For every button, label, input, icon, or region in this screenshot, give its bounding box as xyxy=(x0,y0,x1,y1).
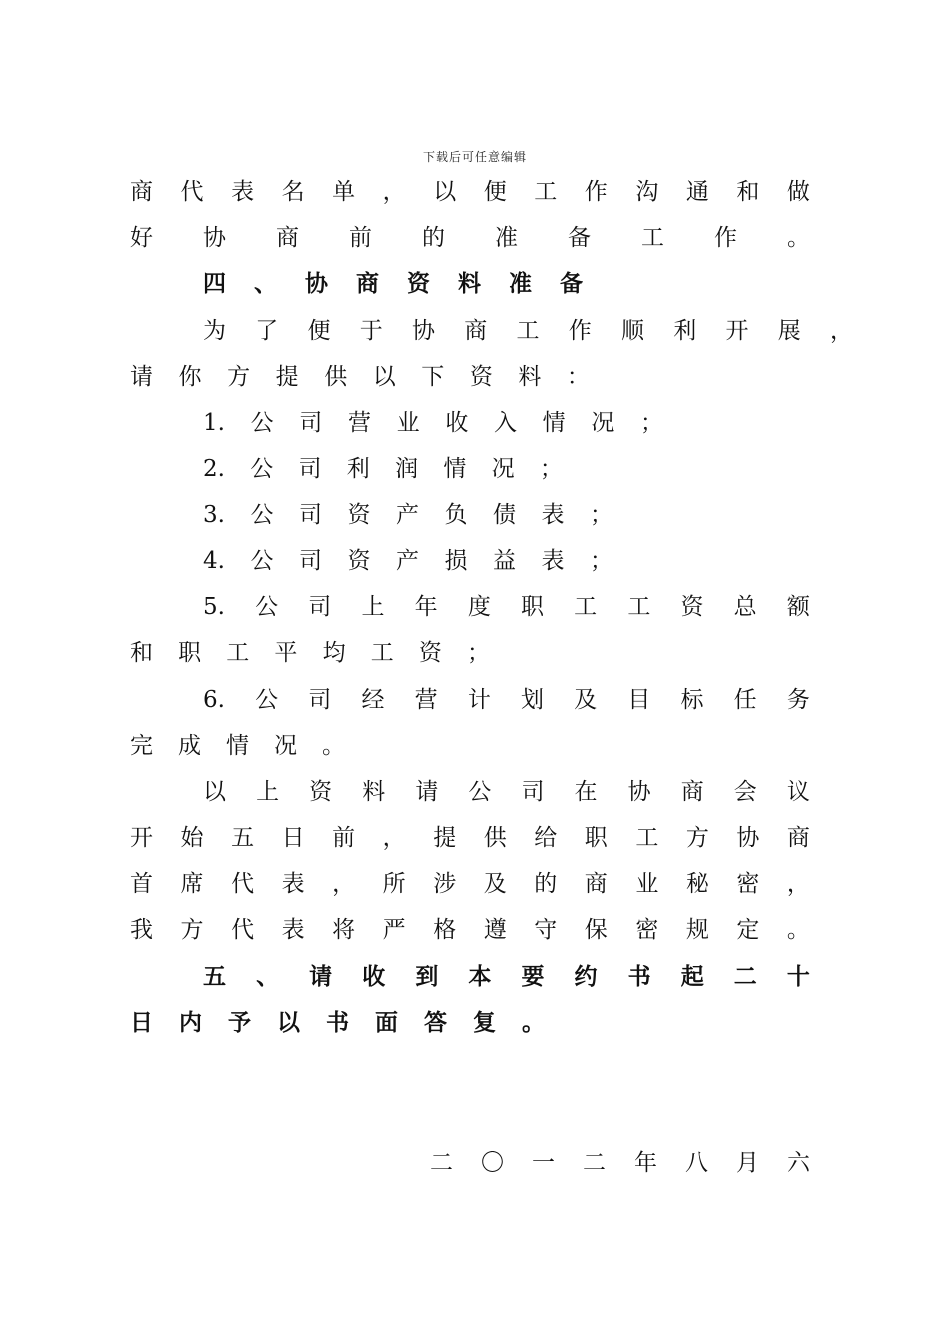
glyph: 密 xyxy=(635,917,659,943)
text-line xyxy=(203,311,853,351)
glyph: 方 xyxy=(227,364,251,390)
glyph: 秘 xyxy=(685,871,709,897)
glyph: 四 xyxy=(203,271,226,297)
glyph: 做 xyxy=(786,179,810,205)
glyph: 工 xyxy=(226,640,250,666)
glyph: 将 xyxy=(332,917,356,943)
glyph: 本 xyxy=(468,964,492,990)
glyph: 六 xyxy=(787,1150,810,1176)
glyph: 资 xyxy=(347,548,371,574)
glyph: 准 xyxy=(495,225,518,251)
glyph: 公 xyxy=(468,779,492,805)
glyph: 协 xyxy=(627,779,651,805)
glyph: 以 xyxy=(433,179,457,205)
glyph: 供 xyxy=(483,825,507,851)
glyph: ： xyxy=(566,364,590,390)
glyph: 涉 xyxy=(433,871,457,897)
glyph: 资 xyxy=(418,640,442,666)
glyph: 复 xyxy=(473,1010,496,1036)
glyph: 以 xyxy=(372,364,396,390)
glyph: 以 xyxy=(277,1010,300,1036)
glyph: 于 xyxy=(359,318,383,344)
glyph: 成 xyxy=(178,733,201,759)
list-item-2 xyxy=(203,449,563,489)
glyph: 。 xyxy=(786,917,810,943)
glyph: 起 xyxy=(680,964,704,990)
page-header-note: 下载后可任意编辑 xyxy=(422,150,527,164)
text-line xyxy=(130,357,590,397)
glyph: 规 xyxy=(685,917,709,943)
glyph: 经 xyxy=(361,687,385,713)
glyph: 情 xyxy=(226,733,249,759)
glyph: 4. xyxy=(203,548,225,574)
glyph: 二 xyxy=(583,1150,606,1176)
glyph: 职 xyxy=(584,825,608,851)
glyph: 完 xyxy=(130,733,153,759)
glyph: 营 xyxy=(347,410,371,436)
glyph: 给 xyxy=(534,825,558,851)
text-line xyxy=(130,910,810,950)
glyph: 司 xyxy=(298,456,322,482)
glyph: 我 xyxy=(130,917,153,943)
glyph: 八 xyxy=(685,1150,708,1176)
glyph: 公 xyxy=(255,594,279,620)
glyph: 便 xyxy=(483,179,507,205)
glyph: 公 xyxy=(250,456,274,482)
glyph: 协 xyxy=(305,271,328,297)
glyph: 备 xyxy=(568,225,591,251)
glyph: 书 xyxy=(326,1010,349,1036)
glyph: 情 xyxy=(443,456,467,482)
glyph: 二 xyxy=(733,964,757,990)
glyph: 商 xyxy=(356,271,379,297)
glyph: 好 xyxy=(130,225,153,251)
glyph: 表 xyxy=(281,917,305,943)
glyph: 资 xyxy=(469,364,493,390)
glyph: 司 xyxy=(298,502,322,528)
glyph: 首 xyxy=(130,871,153,897)
glyph: 营 xyxy=(414,687,438,713)
glyph: 代 xyxy=(231,917,255,943)
glyph: 产 xyxy=(395,548,419,574)
glyph: 债 xyxy=(492,502,516,528)
glyph: 商 xyxy=(464,318,488,344)
glyph: 1. xyxy=(203,410,225,436)
glyph: 额 xyxy=(786,594,810,620)
glyph: 任 xyxy=(733,687,757,713)
glyph: 所 xyxy=(382,871,406,897)
section-heading-4 xyxy=(203,264,583,304)
glyph: 格 xyxy=(433,917,457,943)
glyph: 作 xyxy=(584,179,608,205)
glyph: 答 xyxy=(424,1010,447,1036)
text-line xyxy=(130,818,810,858)
list-item-6 xyxy=(203,680,810,720)
glyph: 商 xyxy=(680,779,704,805)
glyph: 公 xyxy=(250,410,274,436)
glyph: 作 xyxy=(568,318,592,344)
glyph: 标 xyxy=(680,687,704,713)
glyph: 表 xyxy=(541,548,565,574)
glyph: 工 xyxy=(516,318,540,344)
glyph: 司 xyxy=(521,779,545,805)
glyph: 方 xyxy=(685,825,709,851)
glyph: 和 xyxy=(736,179,760,205)
glyph: 议 xyxy=(786,779,810,805)
glyph: 协 xyxy=(203,225,226,251)
glyph: 严 xyxy=(382,917,406,943)
glyph: 。 xyxy=(522,1010,545,1036)
glyph: 目 xyxy=(627,687,651,713)
glyph: 商 xyxy=(584,871,608,897)
glyph: ； xyxy=(589,548,613,574)
list-item-4 xyxy=(203,541,613,581)
glyph: 上 xyxy=(361,594,385,620)
glyph: 工 xyxy=(370,640,394,666)
glyph: 料 xyxy=(518,364,542,390)
glyph: 商 xyxy=(130,179,153,205)
glyph: 定 xyxy=(736,917,760,943)
glyph: 以 xyxy=(203,779,226,805)
glyph: 十 xyxy=(786,964,810,990)
glyph: ， xyxy=(382,825,406,851)
glyph: 利 xyxy=(346,456,370,482)
glyph: 业 xyxy=(396,410,420,436)
glyph: 了 xyxy=(255,318,279,344)
glyph: 均 xyxy=(322,640,346,666)
glyph: 准 xyxy=(509,271,532,297)
text-line xyxy=(130,218,810,258)
glyph: 司 xyxy=(308,594,332,620)
glyph: 及 xyxy=(483,871,507,897)
glyph: ； xyxy=(640,410,663,436)
glyph: 损 xyxy=(444,548,468,574)
glyph: 日 xyxy=(130,1010,153,1036)
glyph: 二 xyxy=(430,1150,453,1176)
text-line xyxy=(130,864,810,904)
glyph: 供 xyxy=(324,364,348,390)
glyph: ， xyxy=(332,871,356,897)
text-line xyxy=(203,772,810,812)
glyph: 工 xyxy=(627,594,651,620)
glyph: 提 xyxy=(275,364,299,390)
glyph: 作 xyxy=(714,225,737,251)
glyph: 展 xyxy=(777,318,801,344)
glyph: 五 xyxy=(203,964,226,990)
glyph: 为 xyxy=(203,318,226,344)
text-line xyxy=(130,726,345,766)
glyph: 度 xyxy=(467,594,491,620)
glyph: 方 xyxy=(180,917,204,943)
glyph: 表 xyxy=(281,871,305,897)
glyph: 表 xyxy=(541,502,565,528)
glyph: 通 xyxy=(685,179,709,205)
glyph: 前 xyxy=(349,225,372,251)
glyph: 请 xyxy=(309,964,333,990)
glyph: 况 xyxy=(491,456,515,482)
glyph: 料 xyxy=(458,271,481,297)
glyph: 工 xyxy=(534,179,558,205)
glyph: 业 xyxy=(635,871,659,897)
glyph: 工 xyxy=(641,225,664,251)
list-item-5 xyxy=(203,587,810,627)
glyph: 约 xyxy=(574,964,598,990)
glyph: 会 xyxy=(733,779,757,805)
glyph: 开 xyxy=(725,318,749,344)
glyph: ； xyxy=(466,640,490,666)
glyph: 名 xyxy=(281,179,305,205)
glyph: 下 xyxy=(421,364,445,390)
glyph: 月 xyxy=(736,1150,759,1176)
glyph: 开 xyxy=(130,825,153,851)
glyph: 提 xyxy=(433,825,457,851)
glyph: 备 xyxy=(560,271,583,297)
glyph: 利 xyxy=(673,318,697,344)
glyph: 料 xyxy=(362,779,386,805)
glyph: 面 xyxy=(375,1010,398,1036)
glyph: 一 xyxy=(532,1150,555,1176)
glyph: 及 xyxy=(574,687,598,713)
glyph: 的 xyxy=(422,225,445,251)
glyph: ， xyxy=(786,871,810,897)
glyph: 职 xyxy=(520,594,544,620)
glyph: 予 xyxy=(228,1010,251,1036)
glyph: 的 xyxy=(534,871,558,897)
glyph: 年 xyxy=(634,1150,657,1176)
glyph: 单 xyxy=(332,179,356,205)
glyph: 2. xyxy=(203,456,225,482)
glyph: 保 xyxy=(584,917,608,943)
glyph: 资 xyxy=(347,502,371,528)
glyph: 司 xyxy=(298,548,322,574)
glyph: 商 xyxy=(786,825,810,851)
glyph: ； xyxy=(539,456,563,482)
glyph: 前 xyxy=(332,825,356,851)
glyph: 请 xyxy=(130,364,153,390)
glyph: 务 xyxy=(786,687,810,713)
glyph: 司 xyxy=(299,410,323,436)
glyph: 遵 xyxy=(483,917,507,943)
glyph: 、 xyxy=(256,964,280,990)
glyph: 况 xyxy=(591,410,615,436)
glyph: 书 xyxy=(627,964,651,990)
glyph: 守 xyxy=(534,917,558,943)
glyph: ； xyxy=(589,502,613,528)
glyph: ， xyxy=(830,318,853,344)
glyph: 入 xyxy=(493,410,517,436)
glyph: 润 xyxy=(395,456,419,482)
glyph: 6. xyxy=(203,687,225,713)
glyph: 负 xyxy=(444,502,468,528)
glyph: 年 xyxy=(414,594,438,620)
glyph: 你 xyxy=(178,364,202,390)
glyph: 产 xyxy=(395,502,419,528)
glyph: 工 xyxy=(574,594,598,620)
glyph: 表 xyxy=(231,179,255,205)
glyph: 平 xyxy=(274,640,298,666)
glyph: 公 xyxy=(255,687,279,713)
glyph: 内 xyxy=(179,1010,202,1036)
glyph: 顺 xyxy=(621,318,644,344)
glyph: 划 xyxy=(520,687,544,713)
list-item-3 xyxy=(203,495,613,535)
glyph: 请 xyxy=(415,779,439,805)
glyph: 情 xyxy=(542,410,566,436)
glyph: 始 xyxy=(180,825,204,851)
glyph: 五 xyxy=(231,825,255,851)
glyph: 工 xyxy=(635,825,659,851)
glyph: 上 xyxy=(256,779,280,805)
glyph: 。 xyxy=(787,225,810,251)
glyph: 计 xyxy=(467,687,491,713)
glyph: 总 xyxy=(733,594,757,620)
glyph: 收 xyxy=(362,964,386,990)
glyph: 〇 xyxy=(481,1150,504,1176)
glyph: 商 xyxy=(276,225,299,251)
glyph: 代 xyxy=(180,179,204,205)
glyph: 况 xyxy=(274,733,297,759)
glyph: 5. xyxy=(203,594,225,620)
glyph: 资 xyxy=(680,594,704,620)
glyph: 益 xyxy=(492,548,516,574)
document-date xyxy=(430,1143,810,1183)
glyph: 席 xyxy=(180,871,204,897)
glyph: 3. xyxy=(203,502,225,528)
glyph: ， xyxy=(382,179,406,205)
glyph: 日 xyxy=(281,825,305,851)
glyph: 职 xyxy=(178,640,202,666)
glyph: 沟 xyxy=(635,179,659,205)
glyph: 。 xyxy=(322,733,345,759)
glyph: 公 xyxy=(250,502,274,528)
list-item-1 xyxy=(203,403,663,443)
glyph: 、 xyxy=(254,271,277,297)
glyph: 要 xyxy=(521,964,545,990)
glyph: 到 xyxy=(415,964,439,990)
glyph: 收 xyxy=(445,410,469,436)
section-heading-5 xyxy=(203,957,810,997)
glyph: 司 xyxy=(308,687,332,713)
glyph: 协 xyxy=(736,825,760,851)
glyph: 密 xyxy=(736,871,760,897)
text-line xyxy=(130,172,810,212)
glyph: 代 xyxy=(231,871,255,897)
glyph: 资 xyxy=(407,271,430,297)
glyph: 在 xyxy=(574,779,598,805)
glyph: 资 xyxy=(309,779,333,805)
glyph: 便 xyxy=(307,318,331,344)
glyph: 公 xyxy=(250,548,274,574)
text-line xyxy=(130,1003,545,1043)
glyph: 和 xyxy=(130,640,153,666)
text-line xyxy=(130,633,490,673)
glyph: 协 xyxy=(412,318,435,344)
